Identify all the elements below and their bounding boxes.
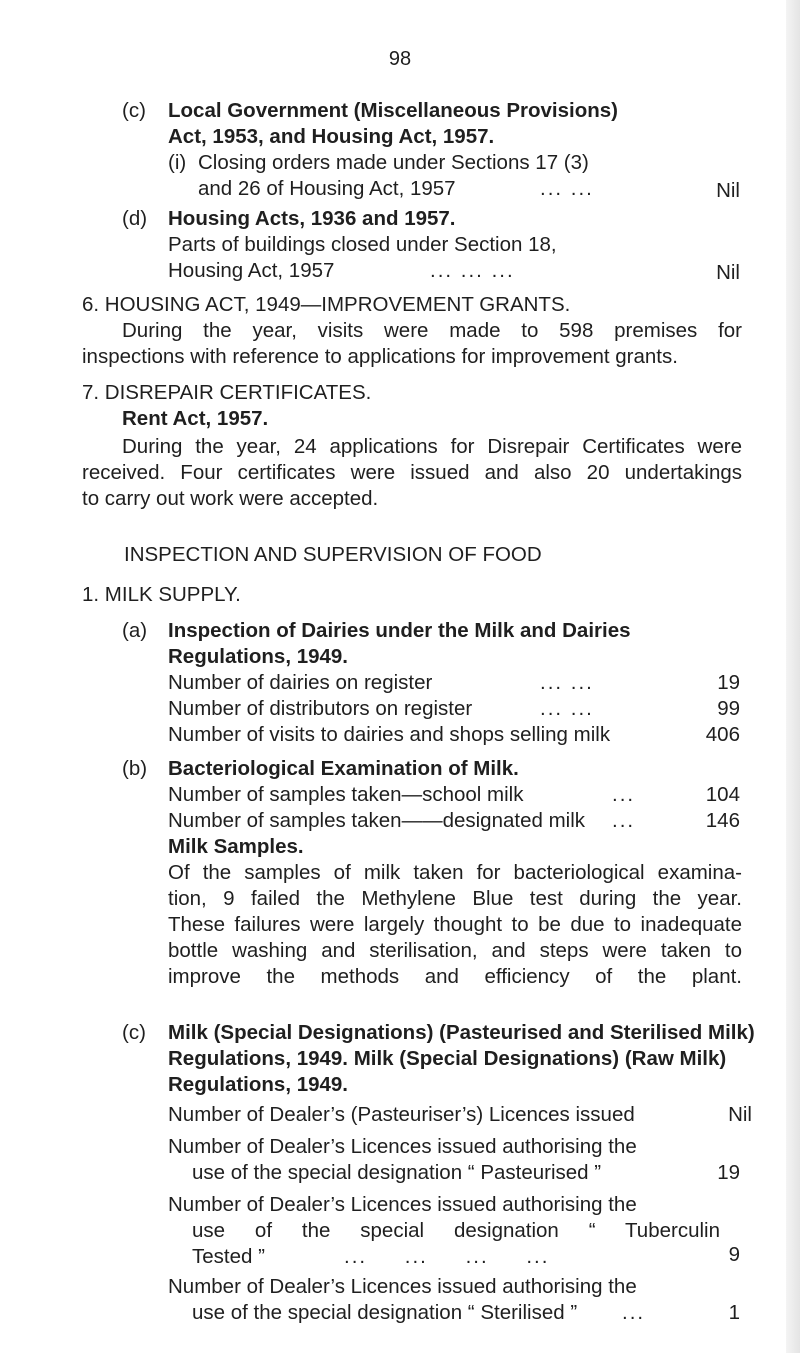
page-edge <box>786 0 800 1353</box>
item-c-value: Nil <box>716 179 740 202</box>
item-c-sub-line2: and 26 of Housing Act, 1957 <box>198 177 456 200</box>
leader-dots: ... <box>622 1301 646 1324</box>
item-c-sub-label: (i) <box>168 151 187 174</box>
stat-value: 406 <box>705 723 740 746</box>
section-7-heading: 7. DISREPAIR CERTIFICATES. <box>82 381 372 404</box>
licence-label: Tested ” <box>192 1245 265 1268</box>
item-a-heading-line1: Inspection of Dairies under the Milk and Dairies <box>168 619 631 642</box>
stat-value: 146 <box>705 809 740 832</box>
leader-dots: ... ... <box>540 177 594 200</box>
licence-value: 9 <box>728 1243 740 1266</box>
licence-label: Number of Dealer’s (Pasteuriser’s) Licences issued <box>168 1103 635 1126</box>
leader-dots: ... ... <box>540 697 594 720</box>
stat-label: Number of visits to dairies and shops selling milk <box>168 723 611 746</box>
stat-label: Number of distributors on register <box>168 697 473 720</box>
leader-dots: ... <box>612 783 636 806</box>
item-c-heading-line1: Local Government (Miscellaneous Provisions) <box>168 99 618 122</box>
leader-dots: ... ... ... <box>430 259 515 282</box>
milk-samples-paragraph: Of the samples of milk taken for bacteriological examina- tion, 9 failed the Methylene Blue test during the year. These failures were largely thought to be due to inadequate bottle washing and sterilisation, and steps were taken to improve the methods and efficiency of the plant. <box>168 861 742 988</box>
licence-value: 1 <box>728 1301 740 1324</box>
stat-value: 99 <box>717 697 740 720</box>
page-number: 98 <box>388 48 412 70</box>
licence-label: use of the special designation “ Sterilised ” <box>192 1301 578 1324</box>
licence-value: 19 <box>717 1161 740 1184</box>
item-a-heading-line2: Regulations, 1949. <box>168 645 349 668</box>
section-6-paragraph: During the year, visits were made to 598 premises for inspections with reference to applications for improvement grants. <box>82 319 742 368</box>
item-d-value: Nil <box>716 261 740 284</box>
item-d-line2: Housing Act, 1957 <box>168 259 335 282</box>
milk-samples-heading: Milk Samples. <box>168 835 304 858</box>
item-d-heading: Housing Acts, 1936 and 1957. <box>168 207 456 230</box>
licence-value: Nil <box>728 1103 752 1126</box>
main-heading: INSPECTION AND SUPERVISION OF FOOD <box>124 543 542 566</box>
leader-dots: ... <box>612 809 636 832</box>
stat-value: 104 <box>705 783 740 806</box>
item-d-label: (d) <box>122 207 148 230</box>
item-c-label: (c) <box>122 99 146 122</box>
item-c2-heading-line3: Regulations, 1949. <box>168 1073 349 1096</box>
licence-label: Number of Dealer’s Licences issued authorising the <box>168 1193 637 1216</box>
milk-heading: 1. MILK SUPPLY. <box>82 583 241 606</box>
item-c-sub-line1: Closing orders made under Sections 17 (3) <box>198 151 589 174</box>
leader-dots: ... ... ... ... <box>344 1245 550 1268</box>
item-c2-heading-line1: Milk (Special Designations) (Pasteurised and Sterilised Milk) <box>168 1021 755 1044</box>
leader-dots: ... ... <box>540 671 594 694</box>
licence-label: use of the special designation “ Pasteurised ” <box>192 1161 602 1184</box>
licence-label: Number of Dealer’s Licences issued authorising the <box>168 1135 637 1158</box>
stat-label: Number of dairies on register <box>168 671 433 694</box>
item-b-label: (b) <box>122 757 148 780</box>
item-d-line1: Parts of buildings closed under Section 18, <box>168 233 557 256</box>
item-b-heading: Bacteriological Examination of Milk. <box>168 757 519 780</box>
item-a-label: (a) <box>122 619 148 642</box>
stat-value: 19 <box>717 671 740 694</box>
item-c-heading-line2: Act, 1953, and Housing Act, 1957. <box>168 125 495 148</box>
section-7-paragraph: During the year, 24 applications for Disrepair Certificates were received. Four certificates were issued and also 20 undertakings to carry out work were accepted. <box>82 435 742 510</box>
stat-label: Number of samples taken—school milk <box>168 783 524 806</box>
section-6-heading: 6. HOUSING ACT, 1949—IMPROVEMENT GRANTS. <box>82 293 571 316</box>
stat-label: Number of samples taken——designated milk <box>168 809 586 832</box>
item-c2-heading-line2: Regulations, 1949. Milk (Special Designations) (Raw Milk) <box>168 1047 727 1070</box>
section-7-subheading: Rent Act, 1957. <box>122 407 269 430</box>
licence-label: use of the special designation “ Tuberculin <box>192 1219 720 1242</box>
licence-label: Number of Dealer’s Licences issued authorising the <box>168 1275 637 1298</box>
item-c2-label: (c) <box>122 1021 146 1044</box>
